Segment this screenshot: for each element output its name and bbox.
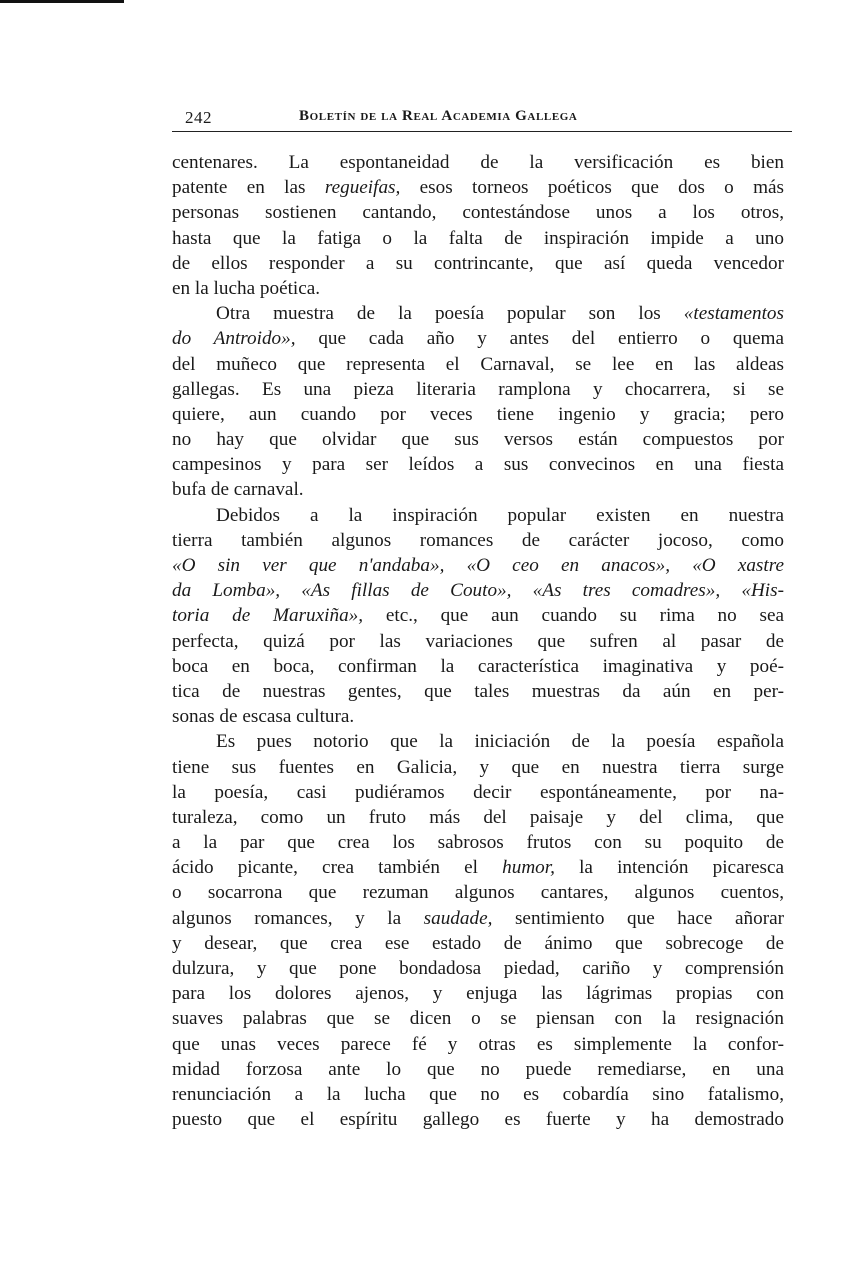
text-line — [172, 729, 784, 754]
line-text: sonas de escasa cultura. — [172, 706, 355, 728]
line-text: y desear, que crea ese estado de ánimo que sobrecoge de — [172, 932, 784, 954]
text-line — [172, 200, 784, 225]
line-text: esos torneos poéticos que dos o más — [400, 177, 784, 199]
line-text: turaleza, como un fruto más del paisaje y del clima, que — [172, 806, 784, 828]
text-line — [172, 679, 784, 704]
line-text: a la par que crea los sabrosos frutos con su poquito de — [172, 832, 784, 854]
line-text: para los dolores ajenos, y enjuga las lágrimas propias con — [172, 983, 784, 1005]
line-text: tierra también algunos romances de carácter jocoso, como — [172, 529, 784, 551]
text-line — [172, 704, 784, 729]
line-text: Otra muestra de la poesía popular son los — [216, 303, 684, 325]
line-text: en la lucha poética. — [172, 277, 321, 299]
italic-text: humor, — [502, 857, 555, 879]
line-text: suaves palabras que se dicen o se piensan con la resignación — [172, 1008, 784, 1030]
italic-text: toria de Maruxiña», — [172, 605, 364, 627]
line-text: perfecta, quizá por las variaciones que sufren al pasar de — [172, 630, 784, 652]
text-line — [172, 1032, 784, 1057]
text-line — [172, 503, 784, 528]
italic-text: «O sin ver que n'andaba», «O ceo en anacos», «O xastre — [172, 555, 784, 576]
line-text: la poesía, casi pudiéramos decir espontáneamente, por na- — [172, 781, 784, 803]
line-text: centenares. La espontaneidad de la versificación es bien — [172, 152, 784, 173]
text-line — [172, 931, 784, 956]
italic-text: da Lomba», «As fillas de Couto», «As tres comadres», «His- — [172, 580, 784, 602]
text-line — [172, 528, 784, 553]
text-line — [172, 352, 784, 377]
text-line — [172, 553, 784, 578]
text-line — [172, 226, 784, 251]
text-line — [172, 175, 784, 200]
header-rule — [172, 131, 792, 132]
italic-text: «testamentos — [683, 303, 784, 325]
text-line — [172, 830, 784, 855]
text-line — [172, 276, 784, 301]
text-line — [172, 402, 784, 427]
text-line — [172, 150, 784, 175]
line-text: quiere, aun cuando por veces tiene ingenio y gracia; pero — [172, 403, 784, 425]
text-line — [172, 427, 784, 452]
line-text: puesto que el espíritu gallego es fuerte y ha demostrado — [172, 1109, 784, 1131]
line-text: boca en boca, confirman la característica imaginativa y poé- — [172, 655, 784, 677]
page-number: 242 — [185, 108, 212, 127]
line-text: Es pues notorio que la iniciación de la poesía española — [216, 731, 784, 753]
text-line — [172, 981, 784, 1006]
italic-text: saudade, — [423, 907, 493, 929]
line-text: sentimiento que hace añorar — [492, 907, 784, 929]
italic-text: do Antroido», — [172, 328, 296, 350]
text-line — [172, 1006, 784, 1031]
text-line — [172, 377, 784, 402]
line-text: personas sostienen cantando, contestándose unos a los otros, — [172, 202, 784, 224]
text-line — [172, 805, 784, 830]
line-text: ácido picante, crea también el — [172, 857, 503, 879]
running-header — [185, 104, 790, 126]
line-text: Debidos a la inspiración popular existen en nuestra — [216, 504, 784, 526]
text-line — [172, 780, 784, 805]
line-text: algunos romances, y la — [172, 907, 424, 929]
journal-title: Boletín de la Real Academia Gallega — [299, 108, 578, 124]
text-line — [172, 1107, 784, 1132]
text-line — [172, 326, 784, 351]
line-text: renunciación a la lucha que no es cobardía sino fatalismo, — [172, 1083, 784, 1105]
line-text: de ellos responder a su contrincante, que así queda vencedor — [172, 252, 784, 274]
text-line — [172, 301, 784, 326]
line-text: tica de nuestras gentes, que tales muestras da aún en per- — [172, 680, 784, 702]
text-line — [172, 1082, 784, 1107]
text-line — [172, 477, 784, 502]
line-text: campesinos y para ser leídos a sus convecinos en una fiesta — [172, 454, 784, 476]
text-line — [172, 452, 784, 477]
text-line — [172, 956, 784, 981]
text-line — [172, 251, 784, 276]
text-line — [172, 578, 784, 603]
line-text: que cada año y antes del entierro o quema — [295, 328, 784, 350]
body-text — [172, 150, 784, 1132]
line-text: dulzura, y que pone bondadosa piedad, cariño y comprensión — [172, 958, 784, 979]
text-line — [172, 855, 784, 880]
text-line — [172, 1057, 784, 1082]
line-text: hasta que la fatiga o la falta de inspiración impide a uno — [172, 227, 784, 249]
line-text: midad forzosa ante lo que no puede remediarse, en una — [172, 1058, 784, 1080]
line-text: bufa de carnaval. — [172, 479, 304, 501]
scan-edge-mark — [0, 0, 124, 3]
text-line — [172, 603, 784, 628]
line-text: etc., que aun cuando su rima no sea — [363, 605, 784, 627]
text-line — [172, 755, 784, 780]
line-text: la intención picaresca — [554, 857, 784, 879]
italic-text: regueifas, — [324, 177, 401, 199]
line-text: o socarrona que rezuman algunos cantares, algunos cuentos, — [172, 882, 784, 904]
text-line — [172, 629, 784, 654]
line-text: del muñeco que representa el Carnaval, se lee en las aldeas — [172, 353, 784, 375]
text-line — [172, 654, 784, 679]
line-text: no hay que olvidar que sus versos están compuestos por — [172, 429, 784, 451]
text-line — [172, 906, 784, 931]
line-text: tiene sus fuentes en Galicia, y que en nuestra tierra surge — [172, 756, 784, 778]
line-text: gallegas. Es una pieza literaria ramplona y chocarrera, si se — [172, 378, 784, 400]
text-line — [172, 880, 784, 905]
line-text: que unas veces parece fé y otras es simplemente la confor- — [172, 1033, 784, 1055]
line-text: patente en las — [172, 177, 325, 199]
